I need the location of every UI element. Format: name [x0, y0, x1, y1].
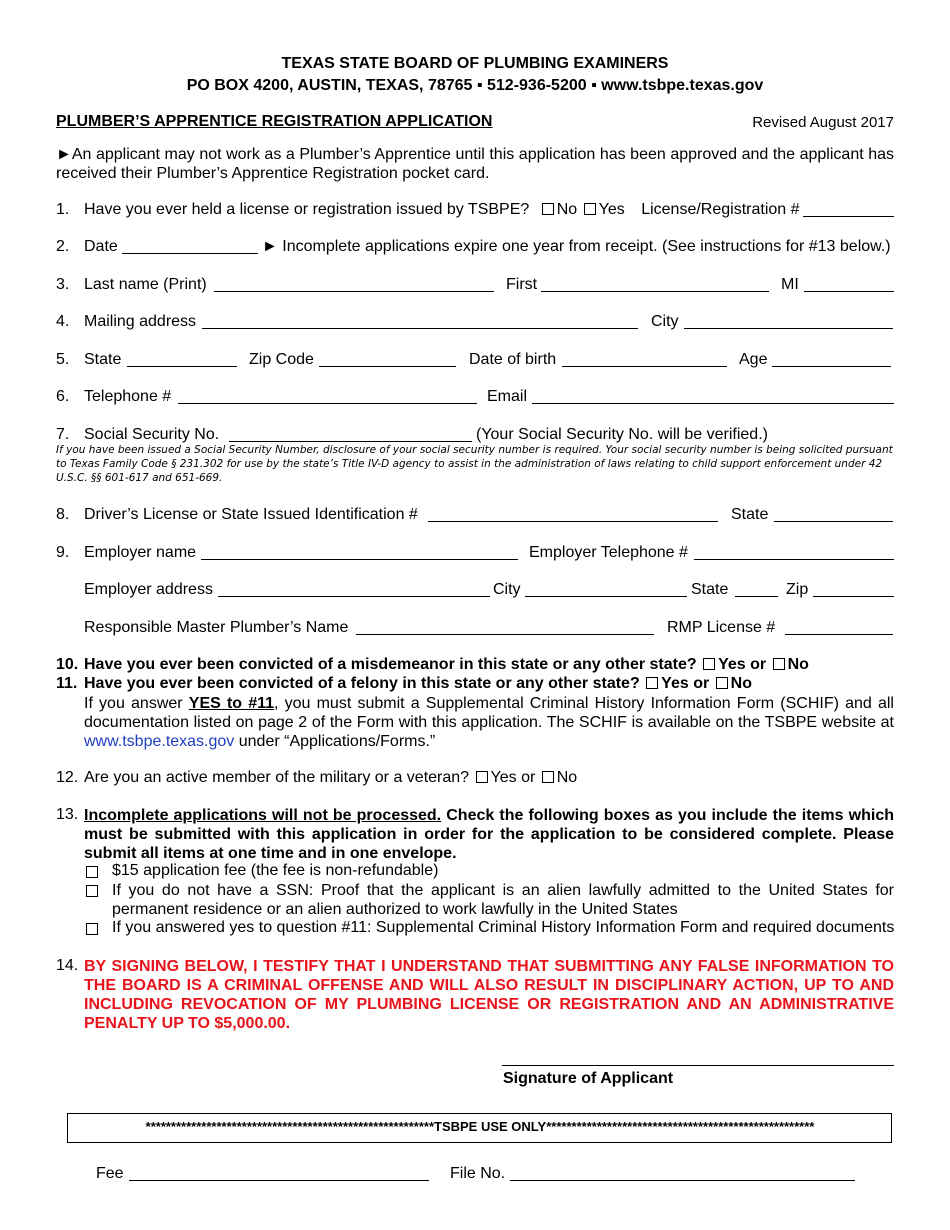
- fee-field[interactable]: [129, 1166, 429, 1181]
- q12-question: Are you an active member of the military or a veteran?: [84, 769, 470, 786]
- form-title: PLUMBER’S APPRENTICE REGISTRATION APPLICATION: [56, 113, 493, 130]
- q11-row: [84, 675, 752, 693]
- q8-state-label: State: [731, 506, 769, 523]
- q9-number: 9.: [56, 544, 70, 561]
- org-name: TEXAS STATE BOARD OF PLUMBING EXAMINERS: [281, 55, 669, 72]
- intro-text: ►An applicant may not work as a Plumber’s Apprentice until this application has been approved and the applicant has received their Plumber’s Apprentice Registration pocket card.: [56, 146, 894, 182]
- rmp-name-field[interactable]: [356, 620, 654, 635]
- q10-yes-label: Yes or: [718, 656, 767, 673]
- q6-number: 6.: [56, 388, 70, 405]
- employer-city-field[interactable]: [525, 582, 687, 597]
- q5-dob-label: Date of birth: [469, 351, 557, 368]
- age-field[interactable]: [772, 352, 891, 367]
- dob-field[interactable]: [562, 352, 727, 367]
- q4-mailing-label: Mailing address: [84, 313, 197, 330]
- q12-no-checkbox[interactable]: [542, 771, 554, 783]
- last-name-field[interactable]: [214, 277, 494, 292]
- q5-state-label: State: [84, 351, 122, 368]
- q9-city-label: City: [493, 581, 521, 598]
- q13-item1: $15 application fee (the fee is non-refundable): [112, 862, 439, 879]
- q13-lead: Incomplete applications will not be processed.: [84, 807, 442, 824]
- mailing-address-field[interactable]: [202, 314, 638, 329]
- q1-license-field[interactable]: [803, 202, 894, 217]
- employer-state-field[interactable]: [735, 582, 778, 597]
- email-field[interactable]: [532, 389, 894, 404]
- q12-row: [84, 769, 577, 787]
- q2-number: 2.: [56, 238, 70, 255]
- q1-row: [84, 201, 800, 219]
- q5-number: 5.: [56, 351, 70, 368]
- q2-date-label: Date: [84, 238, 118, 255]
- fee-label: Fee: [96, 1165, 124, 1182]
- q12-number: 12.: [56, 769, 79, 786]
- q4-number: 4.: [56, 313, 70, 330]
- q7-ssn-label: Social Security No.: [84, 426, 220, 443]
- q9-rmp-name-label: Responsible Master Plumber’s Name: [84, 619, 349, 636]
- q1-question: Have you ever held a license or registration issued by TSBPE?: [84, 201, 530, 218]
- q11-yes-label: Yes or: [661, 675, 710, 692]
- tsbpe-website-link[interactable]: www.tsbpe.texas.gov: [84, 733, 235, 750]
- q2-date-field[interactable]: [122, 239, 258, 254]
- ssn-field[interactable]: [229, 427, 472, 442]
- q12-yes-label: Yes or: [490, 769, 536, 786]
- q9-zip-label: Zip: [786, 581, 809, 598]
- q1-no-label: No: [556, 201, 578, 218]
- employer-zip-field[interactable]: [813, 582, 894, 597]
- q1-number: 1.: [56, 201, 70, 218]
- org-address: PO BOX 4200, AUSTIN, TEXAS, 78765 ▪ 512-936-5200 ▪ www.tsbpe.texas.gov: [186, 77, 764, 94]
- telephone-field[interactable]: [178, 389, 477, 404]
- q10-row: [84, 656, 809, 674]
- q13-rest: Check the following boxes as you include the items which must be submitted with this application in order for the application to be considered complete. Please submit all items at one time and in one envelope.: [84, 807, 894, 862]
- q3-mi-label: MI: [781, 276, 799, 293]
- first-name-field[interactable]: [541, 277, 769, 292]
- employer-name-field[interactable]: [201, 545, 518, 560]
- q7-ssn-note: (Your Social Security No. will be verified.): [476, 426, 768, 443]
- mi-field[interactable]: [804, 277, 894, 292]
- q6-email-label: Email: [487, 388, 528, 405]
- q11-p3: under “Applications/Forms.”: [234, 733, 436, 750]
- q9-employer-address-label: Employer address: [84, 581, 213, 598]
- q13-item3: If you answered yes to question #11: Supplemental Criminal History Information Form and required documents: [112, 919, 895, 936]
- q11-p2: , you must submit a Supplemental Criminal History Information Form (SCHIF) and all documentation listed on page 2 of the Form with this application. The SCHIF is available on the TSBPE website at: [84, 695, 894, 731]
- q5-age-label: Age: [739, 351, 768, 368]
- q3-number: 3.: [56, 276, 70, 293]
- q11-number: 11.: [56, 675, 78, 692]
- city-field[interactable]: [684, 314, 893, 329]
- dl-state-field[interactable]: [774, 507, 893, 522]
- signature-label: Signature of Applicant: [503, 1070, 674, 1087]
- q13-item2-checkbox[interactable]: [86, 885, 98, 897]
- q5-zip-label: Zip Code: [249, 351, 314, 368]
- office-use-banner: *********************************************************TSBPE USE ONLY*****************************************************: [145, 1120, 815, 1134]
- q9-employer-phone-label: Employer Telephone #: [529, 544, 688, 561]
- q7-number: 7.: [56, 426, 70, 443]
- q10-no-label: No: [787, 656, 809, 673]
- q9-rmp-license-label: RMP License #: [667, 619, 776, 636]
- q1-yes-checkbox[interactable]: [584, 203, 596, 215]
- q13-number: 13.: [56, 806, 79, 823]
- zip-field[interactable]: [319, 352, 456, 367]
- signature-field[interactable]: [502, 1065, 894, 1066]
- q1-no-checkbox[interactable]: [542, 203, 554, 215]
- q9-state-label: State: [691, 581, 729, 598]
- q1-license-label: License/Registration #: [641, 201, 800, 218]
- q2-note: ► Incomplete applications expire one year from receipt. (See instructions for #13 below.): [262, 238, 891, 255]
- q14-attestation: BY SIGNING BELOW, I TESTIFY THAT I UNDERSTAND THAT SUBMITTING ANY FALSE INFORMATION TO THE BOARD IS A CRIMINAL OFFENSE AND WILL ALSO RESULT IN DISCIPLINARY ACTION, UP TO AND INCLUDING REVOCATION OF MY PLUMBING LICENSE OR REGISTRATION AND AN ADMINISTRATIVE PENALTY UP TO $5,000.00.: [84, 958, 894, 1032]
- q13-item2: If you do not have a SSN: Proof that the applicant is an alien lawfully admitted to the United States for permanent residence or an alien authorized to work lawfully in the United States: [112, 882, 894, 918]
- file-no-field[interactable]: [510, 1166, 855, 1181]
- q11-yes-checkbox[interactable]: [646, 677, 658, 689]
- q13-instructions: [84, 806, 894, 863]
- q10-question: Have you ever been convicted of a misdemeanor in this state or any other state?: [84, 656, 697, 673]
- q10-no-checkbox[interactable]: [773, 658, 785, 670]
- state-field[interactable]: [127, 352, 237, 367]
- employer-address-field[interactable]: [218, 582, 490, 597]
- q8-number: 8.: [56, 506, 70, 523]
- q11-p1: If you answer: [84, 695, 189, 712]
- q11-no-checkbox[interactable]: [716, 677, 728, 689]
- file-no-label: File No.: [450, 1165, 506, 1182]
- revised-date: Revised August 2017: [752, 114, 894, 131]
- q12-yes-checkbox[interactable]: [476, 771, 488, 783]
- q13-item1-checkbox[interactable]: [86, 866, 98, 878]
- drivers-license-field[interactable]: [428, 507, 718, 522]
- q4-city-label: City: [651, 313, 679, 330]
- ssn-disclosure: If you have been issued a Social Security Number, disclosure of your social security number is required. Your social security number is being solicited pursuant to Texas Family Code § 231.302 for use by the state’s Title IV-D agency to assist in the administration of laws relating to child support enforcement under 42 U.S.C. §§ 601-617 and 651-669.: [56, 444, 893, 484]
- q11-yes-emphasis: YES to #11: [188, 695, 275, 712]
- q9-employer-label: Employer name: [84, 544, 197, 561]
- rmp-license-field[interactable]: [785, 620, 893, 635]
- q1-yes-label: Yes: [598, 201, 625, 218]
- q8-dl-label: Driver’s License or State Issued Identification #: [84, 506, 418, 523]
- q3-last-label: Last name (Print): [84, 276, 207, 293]
- q6-phone-label: Telephone #: [84, 388, 172, 405]
- q3-first-label: First: [506, 276, 538, 293]
- q14-number: 14.: [56, 957, 79, 974]
- q11-instructions: [84, 694, 894, 751]
- employer-phone-field[interactable]: [694, 545, 894, 560]
- q13-item3-checkbox[interactable]: [86, 923, 98, 935]
- q11-no-label: No: [730, 675, 752, 692]
- q12-no-label: No: [556, 769, 578, 786]
- q10-yes-checkbox[interactable]: [703, 658, 715, 670]
- q10-number: 10.: [56, 656, 79, 673]
- q11-question: Have you ever been convicted of a felony in this state or any other state?: [84, 675, 640, 692]
